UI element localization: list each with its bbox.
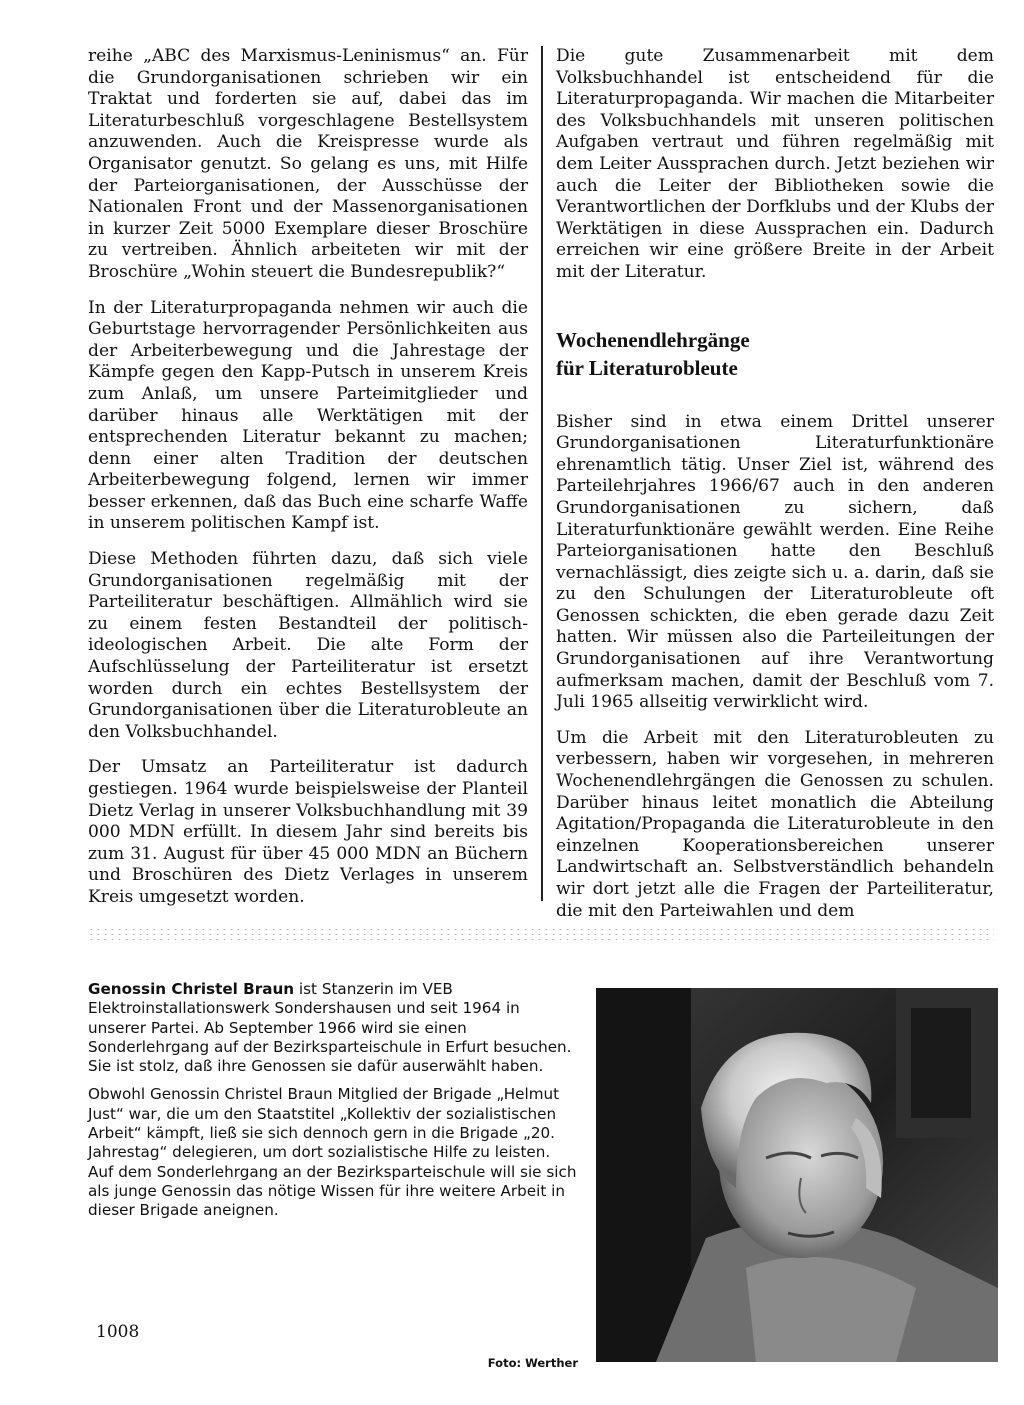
left-paragraph-2: In der Literaturpropaganda nehmen wir auch die Geburtstage hervorragender Persönlichkeiten aus der Arbeiterbewegung und die Jahrestage der Kämpfe gegen den Kapp-Putsch in unserem Kreis zum Anlaß, um unsere Parteimitglieder und darüber hinaus alle Werktätigen mit der entsprechenden Literatur bekannt zu machen; denn einer alten Tradition der deutschen Arbeiterbewegung folgend, lernen wir immer besser erkennen, daß das Buch eine scharfe Waffe in unserem politischen Kampf ist. <box>88 297 528 534</box>
left-paragraph-1: reihe „ABC des Marxismus-Leninismus“ an. Für die Grundorganisationen schrieben wir ein Traktat und forderten sie auf, dabei das im Literaturbeschluß vorgeschlagene Bestellsystem anzuwenden. Auch die Kreispresse wurde als Organisator genutzt. So gelang es uns, mit Hilfe der Parteiorganisationen, der Ausschüsse der Nationalen Front und der Massenorganisationen in kurzer Zeit 5000 Exemplare dieser Broschüre zu vertreiben. Ähnlich arbeiteten wir mit der Broschüre „Wohin steuert die Bundesrepublik?“ <box>88 46 528 282</box>
column-divider <box>541 46 543 901</box>
section-heading-line-1: Wochenendlehrgänge <box>556 327 750 352</box>
left-paragraph-4: Der Umsatz an Parteiliteratur ist dadurch gestiegen. 1964 wurde beispielsweise der Planteil Dietz Verlag in unserer Volksbuchhandlung mit 39 000 MDN erfüllt. In diesem Jahr sind bereits bis zum 31. August für über 45 000 MDN an Büchern und Broschüren des Dietz Verlages in unserem Kreis umgesetzt worden. <box>88 757 528 907</box>
photo-credit: Foto: Werther <box>487 1356 578 1370</box>
left-column <box>88 46 528 923</box>
page-number: 1008 <box>96 1322 140 1342</box>
caption-paragraph-1 <box>88 980 578 1076</box>
section-heading-line-2: für Literaturobleute <box>556 355 738 380</box>
caption-paragraph-2: Obwohl Genossin Christel Braun Mitglied der Brigade „Helmut Just“ war, die um den Staatstitel „Kollektiv der sozialistischen Arbeit“ kämpft, ließ sie sich dennoch gern in die Brigade „20. Jahrestag“ delegieren, um dort sozialistische Hilfe zu leisten. Auf dem Sonderlehrgang an der Bezirksparteischule will sie sich als junge Genossin das nötige Wissen für ihre weitere Arbeit in dieser Brigade aneignen. <box>88 1085 577 1220</box>
photo-caption <box>88 980 578 1230</box>
right-paragraph-1: Bisher sind in etwa einem Drittel unserer Grundorganisationen Literaturfunktionäre ehrenamtlich tätig. Unser Ziel ist, während des Parteilehrjahres 1966/67 auch in den anderen Grundorganisationen zu sichern, daß Literaturfunktionäre gewählt werden. Eine Reihe Parteiorganisationen hatte den Beschluß vernachlässigt, dies zeigte sich u. a. darin, daß sie zu den Schulungen der Literaturobleute oft Genossen schickten, die eben gerade dazu Zeit hatten. Wir müssen also die Parteileitungen der Grundorganisationen auf ihre Verantwortung aufmerksam machen, damit der Beschluß vom 7. Juli 1965 allseitig verwirklicht wird. <box>556 411 994 713</box>
section-heading <box>556 326 994 382</box>
left-paragraph-3: Diese Methoden führten dazu, daß sich viele Grundorganisationen regelmäßig mit der Parteiliteratur beschäftigen. Allmählich wird sie zu einem festen Bestandteil der politisch-ideologischen Arbeit. Die alte Form der Aufschlüsselung der Parteiliteratur ist ersetzt worden durch ein echtes Bestellsystem der Grundorganisationen über die Literaturobleute an den Volksbuchhandel. <box>88 549 528 742</box>
caption-paragraph-1-text: ist Stanzerin im VEB Elektroinstallationswerk Sondershausen und seit 1964 in unserer Partei. Ab September 1966 wird sie einen Sonderlehrgang auf der Bezirksparteischule in Erfurt besuchen. Sie ist stolz, daß ihre Genossen sie dafür auserwählt haben. <box>88 980 572 1076</box>
right-column <box>556 46 994 936</box>
portrait-illustration <box>596 988 998 1362</box>
portrait-photo <box>596 988 998 1362</box>
right-intro-paragraph: Die gute Zusammenarbeit mit dem Volksbuchhandel ist entscheidend für die Literaturpropaganda. Wir machen die Mitarbeiter des Volksbuchhandels mit unseren politischen Aufgaben vertraut und führen regelmäßig mit dem Leiter Aussprachen durch. Jetzt beziehen wir auch die Leiter der Bibliotheken sowie die Verantwortlichen der Dorfklubs und der Klubs der Werktätigen in diese Aussprachen ein. Dadurch erreichen wir eine größere Breite in der Arbeit mit der Literatur. <box>556 46 994 282</box>
caption-person-name: Genossin Christel Braun <box>88 980 295 998</box>
right-paragraph-2: Um die Arbeit mit den Literaturobleuten zu verbessern, haben wir vorgesehen, in mehreren Wochenendlehrgängen die Genossen zu schulen. Darüber hinaus leitet monatlich die Abteilung Agitation/Propaganda die Literaturobleute in den einzelnen Kooperationsbereichen unserer Landwirtschaft an. Selbstverständlich behandeln wir dort jetzt alle die Fragen der Parteiliteratur, die mit den Parteiwahlen und dem <box>556 727 994 921</box>
halftone-separator <box>88 927 994 941</box>
